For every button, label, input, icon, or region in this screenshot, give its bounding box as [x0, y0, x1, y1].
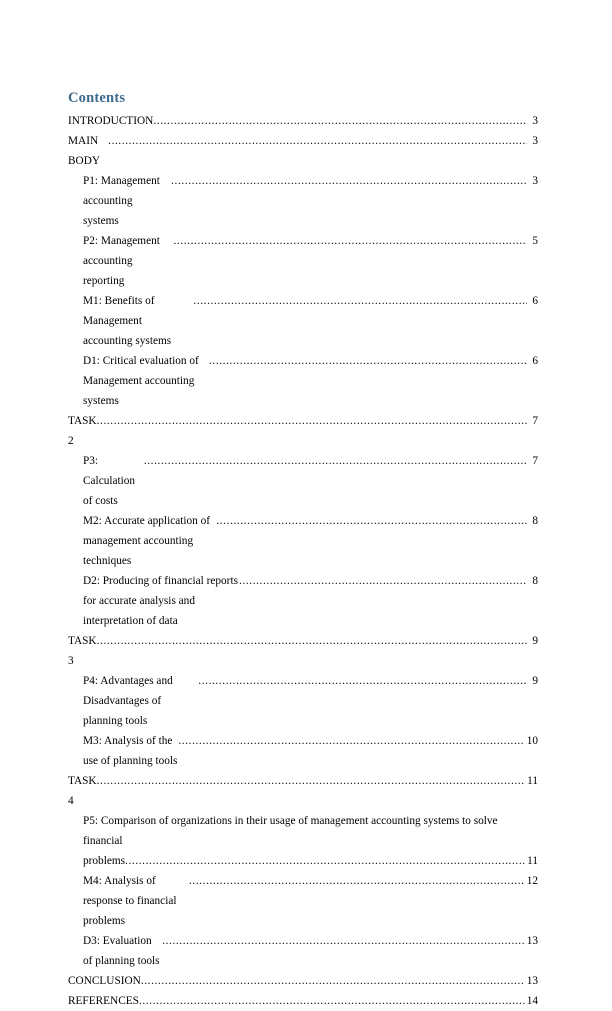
toc-entry[interactable] — [83, 171, 538, 231]
table-of-contents — [68, 90, 538, 1011]
toc-entry[interactable] — [83, 571, 538, 631]
toc-entry-list — [68, 111, 538, 1011]
toc-page-number: 11 — [527, 855, 538, 867]
toc-entry[interactable] — [83, 811, 538, 871]
toc-entry-label: M2: Accurate application of management accounting techniques — [83, 515, 211, 567]
toc-entry[interactable] — [68, 991, 538, 1011]
toc-entry-label: P5: Comparison of organizations in their usage of management accounting systems to solve financial — [83, 815, 498, 847]
toc-entry-label: TASK 3 — [68, 635, 97, 667]
toc-entry[interactable] — [68, 131, 538, 171]
toc-entry-label: INTRODUCTION — [68, 115, 154, 127]
toc-page-number: 7 — [532, 455, 538, 467]
toc-leader-dots — [239, 575, 527, 587]
toc-entry-label: D1: Critical evaluation of Management accounting systems — [83, 355, 199, 407]
toc-leader-dots — [153, 115, 527, 127]
toc-page-number: 5 — [532, 235, 538, 247]
toc-entry[interactable] — [83, 731, 538, 771]
toc-leader-dots — [139, 995, 525, 1007]
toc-entry-label: REFERENCES — [68, 995, 139, 1007]
toc-leader-dots — [193, 295, 527, 307]
toc-page-number: 3 — [532, 115, 538, 127]
toc-page-number: 13 — [526, 975, 538, 987]
toc-page-number: 7 — [532, 415, 538, 427]
toc-entry-label: M4: Analysis of response to financial problems — [83, 875, 177, 927]
toc-leader-dots — [97, 635, 527, 647]
toc-page-number: 3 — [532, 175, 538, 187]
toc-leader-dots — [173, 235, 527, 247]
toc-entry[interactable] — [68, 411, 538, 451]
toc-entry[interactable] — [68, 771, 538, 811]
toc-leader-dots — [144, 455, 527, 467]
toc-leader-dots — [108, 135, 527, 147]
toc-entry-label: P4: Advantages and Disadvantages of planning tools — [83, 675, 173, 727]
toc-page-number: 3 — [532, 135, 538, 147]
toc-entry-label: CONCLUSION — [68, 975, 141, 987]
toc-entry-label: TASK 4 — [68, 775, 97, 807]
toc-leader-dots — [216, 515, 527, 527]
toc-leader-dots — [162, 935, 525, 947]
toc-page-number: 6 — [532, 295, 538, 307]
toc-leader-dots — [178, 735, 524, 747]
toc-page-number: 9 — [532, 675, 538, 687]
toc-entry[interactable] — [68, 111, 538, 131]
toc-entry-label: D2: Producing of financial reports for accurate analysis and interpretation of data — [83, 575, 238, 627]
toc-entry[interactable] — [83, 351, 538, 411]
toc-entry[interactable] — [83, 451, 538, 511]
toc-leader-dots — [198, 675, 527, 687]
toc-page-number: 13 — [526, 935, 538, 947]
toc-entry[interactable] — [83, 511, 538, 571]
toc-page-number: 8 — [532, 515, 538, 527]
toc-page-number: 12 — [526, 875, 538, 887]
toc-entry-label: P3: Calculation of costs — [83, 455, 136, 507]
toc-entry[interactable] — [83, 291, 538, 351]
toc-entry-label: MAIN BODY — [68, 135, 101, 167]
toc-entry-label: P1: Management accounting systems — [83, 175, 160, 227]
toc-leader-dots — [125, 855, 525, 867]
toc-page-number: 11 — [527, 775, 538, 787]
page-title: Contents — [68, 90, 126, 106]
toc-page-number: 14 — [526, 995, 538, 1007]
toc-entry-label: P2: Management accounting reporting — [83, 235, 160, 287]
toc-page-number: 9 — [532, 635, 538, 647]
toc-entry-label-continued: problems — [83, 855, 126, 867]
toc-leader-dots — [189, 875, 525, 887]
toc-page-number: 8 — [532, 575, 538, 587]
toc-page-number: 10 — [526, 735, 538, 747]
toc-entry[interactable] — [68, 971, 538, 991]
toc-leader-dots — [171, 175, 527, 187]
toc-leader-dots — [97, 775, 526, 787]
toc-entry[interactable] — [83, 671, 538, 731]
toc-entry-label: TASK 2 — [68, 415, 97, 447]
toc-entry[interactable] — [68, 631, 538, 671]
toc-entry[interactable] — [83, 231, 538, 291]
toc-entry-label: M1: Benefits of Management accounting systems — [83, 295, 172, 347]
toc-leader-dots — [97, 415, 527, 427]
toc-entry[interactable] — [83, 871, 538, 931]
toc-leader-dots — [209, 355, 527, 367]
toc-leader-dots — [141, 975, 525, 987]
toc-page-number: 6 — [532, 355, 538, 367]
toc-entry-label: M3: Analysis of the use of planning tools — [83, 735, 178, 767]
toc-entry[interactable] — [83, 931, 538, 971]
toc-entry-label: D3: Evaluation of planning tools — [83, 935, 160, 967]
